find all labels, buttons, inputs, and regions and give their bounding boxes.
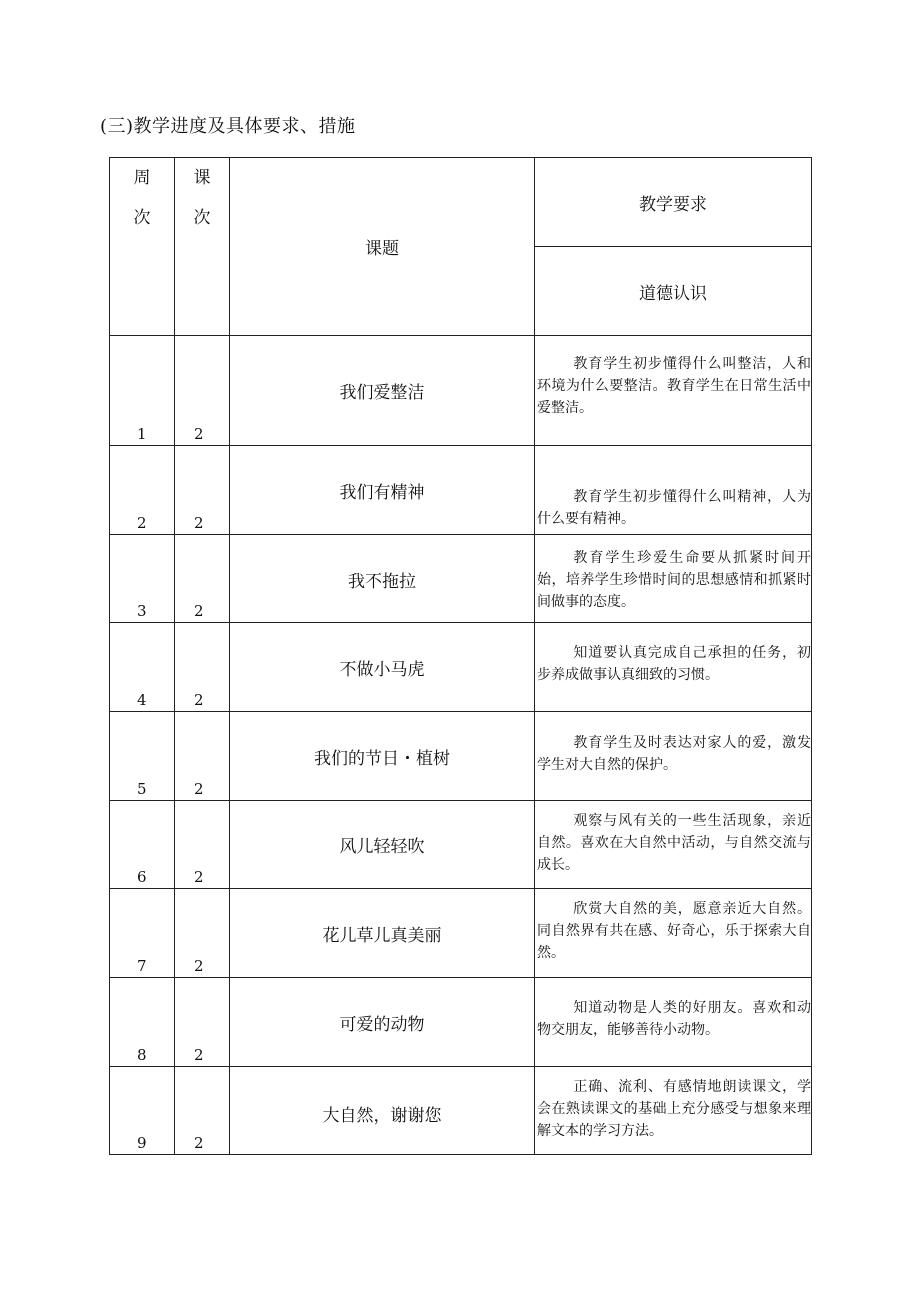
topic-cell xyxy=(230,336,535,446)
week-number: 6 xyxy=(137,868,147,886)
topic-cell xyxy=(230,978,535,1067)
table-row xyxy=(110,336,812,446)
table-row xyxy=(110,446,812,535)
topic-title: 我们有精神 xyxy=(339,483,425,503)
week-cell xyxy=(110,978,175,1067)
week-number: 8 xyxy=(137,1046,147,1064)
topic-title: 花儿草儿真美丽 xyxy=(322,926,442,946)
requirement-cell xyxy=(535,978,812,1067)
week-cell xyxy=(110,712,175,801)
topic-title: 风儿轻轻吹 xyxy=(339,837,425,857)
week-number: 2 xyxy=(137,514,147,532)
requirement-text: 知道要认真完成自己承担的任务，初步养成做事认真细致的习惯。 xyxy=(537,645,811,683)
requirement-text: 教育学生初步懂得什么叫整洁，人和环境为什么要整洁。教育学生在日常生活中爱整洁。 xyxy=(537,356,811,416)
lesson-cell xyxy=(175,978,230,1067)
lesson-count: 2 xyxy=(194,514,204,532)
lesson-count: 2 xyxy=(194,868,204,886)
lesson-cell xyxy=(175,1067,230,1155)
teaching-schedule-table xyxy=(109,157,812,1155)
requirement-text: 正确、流利、有感情地朗读课文，学会在熟读课文的基础上充分感受与想象来理解文本的学习方法。 xyxy=(537,1079,811,1139)
table-row xyxy=(110,889,812,978)
requirement-cell xyxy=(535,623,812,712)
header-lesson-char-1: 课 xyxy=(193,168,211,188)
topic-cell xyxy=(230,801,535,889)
topic-title: 我不拖拉 xyxy=(348,572,416,592)
requirement-cell xyxy=(535,889,812,978)
lesson-count: 2 xyxy=(194,780,204,798)
table-row xyxy=(110,978,812,1067)
week-number: 5 xyxy=(137,780,147,798)
topic-title: 大自然，谢谢您 xyxy=(322,1106,442,1126)
week-number: 1 xyxy=(137,425,147,443)
week-cell xyxy=(110,336,175,446)
header-lesson xyxy=(175,158,230,336)
lesson-count: 2 xyxy=(194,1134,204,1152)
lesson-count: 2 xyxy=(194,1046,204,1064)
table-row xyxy=(110,623,812,712)
lesson-cell xyxy=(175,801,230,889)
week-cell xyxy=(110,446,175,535)
lesson-count: 2 xyxy=(194,691,204,709)
header-week xyxy=(110,158,175,336)
requirement-text: 观察与风有关的一些生活现象，亲近自然。喜欢在大自然中活动，与自然交流与成长。 xyxy=(537,813,811,873)
topic-cell xyxy=(230,889,535,978)
week-cell xyxy=(110,1067,175,1155)
requirement-cell xyxy=(535,1067,812,1155)
week-cell xyxy=(110,889,175,978)
header-lesson-char-2: 次 xyxy=(193,208,211,228)
week-cell xyxy=(110,623,175,712)
requirement-text: 教育学生及时表达对家人的爱，激发学生对大自然的保护。 xyxy=(537,735,811,773)
week-number: 9 xyxy=(137,1134,147,1152)
week-number: 7 xyxy=(137,957,147,975)
topic-cell xyxy=(230,535,535,623)
topic-title: 我们爱整洁 xyxy=(339,383,425,403)
lesson-count: 2 xyxy=(194,957,204,975)
header-topic: 课题 xyxy=(230,158,535,336)
topic-title: 我们的节日・植树 xyxy=(314,749,450,769)
lesson-cell xyxy=(175,712,230,801)
topic-cell xyxy=(230,623,535,712)
lesson-count: 2 xyxy=(194,425,204,443)
week-number: 3 xyxy=(137,602,147,620)
requirement-text: 教育学生初步懂得什么叫精神，人为什么要有精神。 xyxy=(537,489,811,527)
table-row xyxy=(110,712,812,801)
requirement-cell xyxy=(535,801,812,889)
table-row xyxy=(110,801,812,889)
header-week-char-1: 周 xyxy=(133,168,151,188)
requirement-cell xyxy=(535,446,812,535)
topic-cell xyxy=(230,1067,535,1155)
header-week-char-2: 次 xyxy=(133,208,151,228)
lesson-count: 2 xyxy=(194,602,204,620)
requirement-cell xyxy=(535,535,812,623)
topic-cell xyxy=(230,712,535,801)
lesson-cell xyxy=(175,336,230,446)
week-cell xyxy=(110,535,175,623)
lesson-cell xyxy=(175,535,230,623)
topic-title: 可爱的动物 xyxy=(339,1015,425,1035)
requirement-cell xyxy=(535,336,812,446)
week-number: 4 xyxy=(137,691,147,709)
lesson-cell xyxy=(175,889,230,978)
week-cell xyxy=(110,801,175,889)
topic-cell xyxy=(230,446,535,535)
requirement-cell xyxy=(535,712,812,801)
lesson-cell xyxy=(175,623,230,712)
table-row xyxy=(110,535,812,623)
requirement-text: 知道动物是人类的好朋友。喜欢和动物交朋友，能够善待小动物。 xyxy=(537,1000,811,1038)
topic-title: 不做小马虎 xyxy=(339,660,425,680)
requirement-text: 欣赏大自然的美，愿意亲近大自然。同自然界有共在感、好奇心，乐于探索大自然。 xyxy=(537,901,811,961)
table-row xyxy=(110,1067,812,1155)
requirement-text: 教育学生珍爱生命要从抓紧时间开始，培养学生珍惜时间的思想感情和抓紧时间做事的态度。 xyxy=(537,550,811,610)
header-teaching-requirements: 教学要求 xyxy=(535,158,812,247)
section-heading: (三)教学进度及具体要求、措施 xyxy=(100,116,356,137)
header-moral-understanding: 道德认识 xyxy=(535,247,812,336)
lesson-cell xyxy=(175,446,230,535)
